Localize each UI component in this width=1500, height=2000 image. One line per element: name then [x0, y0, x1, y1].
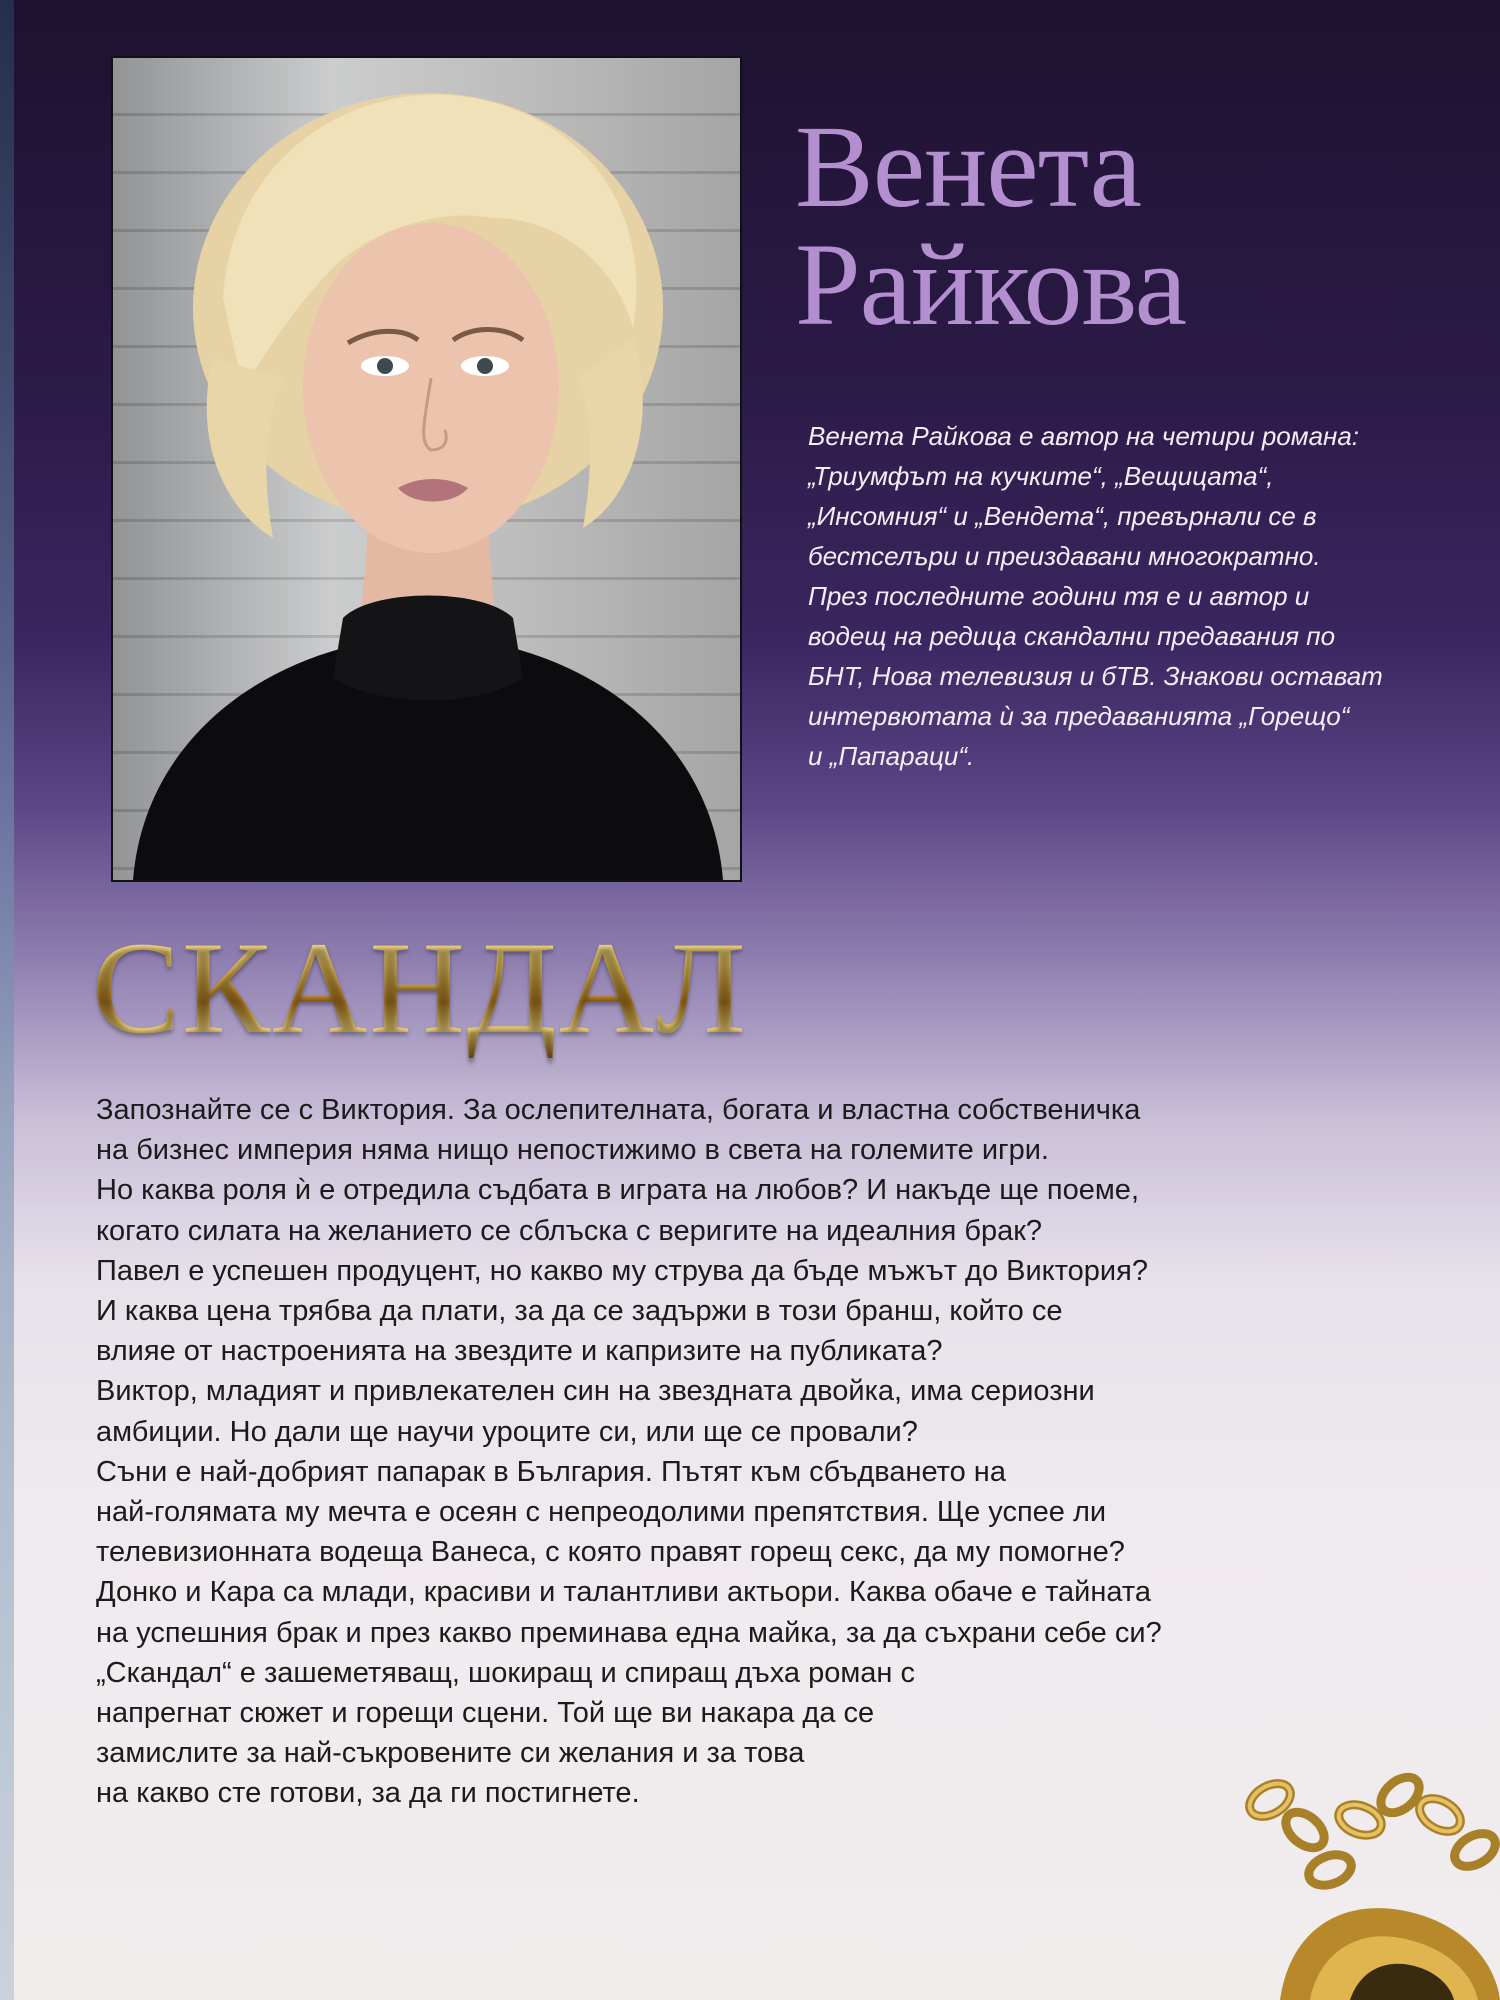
blurb-line: Но каква роля ѝ е отредила съдбата в играта на любов? И накъде ще поеме,	[96, 1174, 1139, 1207]
blurb-line: Запознайте се с Виктория. За ослепителната, богата и властна собственичка	[96, 1094, 1141, 1126]
blurb-line: амбиции. Но дали ще научи уроците си, или ще се провали?	[96, 1415, 918, 1448]
blurb-line: Донко и Кара са млади, красиви и талантливи актьори. Каква обаче е тайната	[96, 1576, 1151, 1609]
blurb-line: най-голямата му мечта е осеян с непреодолими препятствия. Ще успее ли	[96, 1496, 1107, 1529]
book-blurb	[96, 1090, 1476, 1814]
bio-line: БНТ, Нова телевизия и бТВ. Знакови остават	[808, 661, 1383, 691]
cover-edge-strip	[0, 0, 14, 2000]
author-bio	[808, 416, 1458, 776]
blurb-line: И каква цена трябва да плати, за да се задържи в този бранш, който се	[96, 1295, 1063, 1328]
book-title: СКАНДАЛ	[92, 914, 748, 1061]
bio-line: бестселъри и преиздавани многократно.	[808, 541, 1321, 571]
bio-line: Венета Райкова е автор на четири романа:	[808, 421, 1360, 451]
blurb-line: замислите за най-съкровените си желания и за това	[96, 1737, 805, 1770]
bio-line: интервютата ѝ за предаванията „Горещо“	[808, 701, 1350, 731]
author-portrait-icon	[113, 58, 740, 880]
bio-line: През последните години тя е и автор и	[808, 581, 1310, 611]
blurb-line: „Скандал“ е зашеметяващ, шокиращ и спиращ дъха роман с	[96, 1656, 915, 1689]
author-name	[795, 101, 1435, 350]
blurb-line: Виктор, младият и привлекателен син на звездната двойка, има сериозни	[96, 1375, 1095, 1408]
blurb-line: влияе от настроенията на звездите и капризите на публиката?	[96, 1335, 943, 1368]
bio-line: водещ на редица скандални предавания по	[808, 621, 1336, 651]
author-name-first: Венета	[795, 101, 1141, 232]
blurb-line: Съни е най-добрият папарак в България. Пътят към сбъдването на	[96, 1455, 1006, 1488]
author-name-last: Райкова	[795, 219, 1187, 350]
gold-chain-pendant-icon	[1210, 1760, 1500, 2000]
blurb-line: Павел е успешен продуцент, но какво му струва да бъде мъжът до Виктория?	[96, 1254, 1148, 1287]
bio-line: „Триумфът на кучките“, „Вещицата“,	[808, 461, 1274, 491]
blurb-line: напрегнат сюжет и горещи сцени. Той ще ви накара да се	[96, 1697, 875, 1730]
author-photo	[113, 58, 740, 880]
blurb-line: на успешния брак и през какво преминава една майка, за да съхрани себе си?	[96, 1616, 1162, 1649]
blurb-line: телевизионната водеща Ванеса, с която правят горещ секс, да му помогне?	[96, 1536, 1125, 1569]
bio-line: и „Папараци“.	[808, 741, 975, 771]
blurb-line: на какво сте готови, за да ги постигнете.	[96, 1777, 640, 1810]
blurb-line: когато силата на желанието се сблъска с веригите на идеалния брак?	[96, 1214, 1043, 1247]
blurb-line: на бизнес империя няма нищо непостижимо в света на големите игри.	[96, 1134, 1049, 1167]
bio-line: „Инсомния“ и „Вендета“, превърнали се в	[808, 501, 1317, 531]
